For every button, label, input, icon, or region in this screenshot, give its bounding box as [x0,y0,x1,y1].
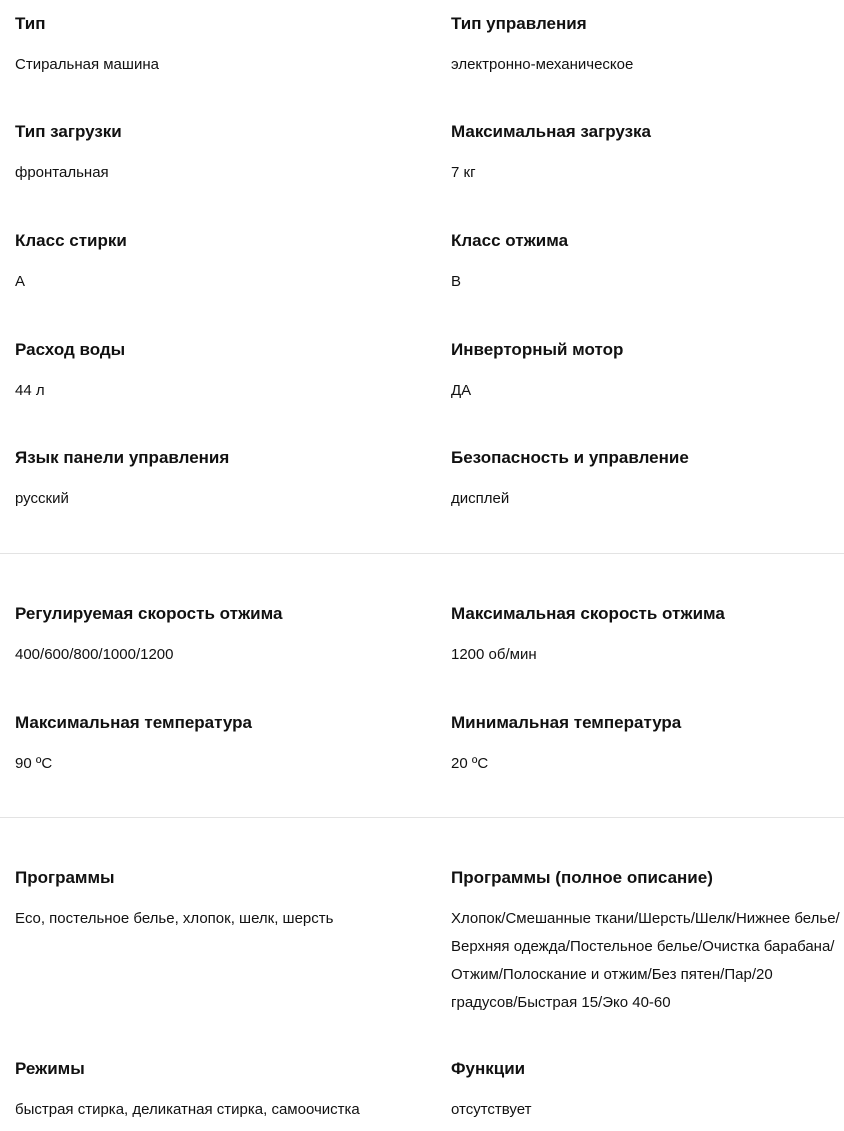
spec-value: 20 ºC [451,755,489,772]
section-divider [0,817,844,818]
spec-value: ДА [451,382,472,399]
spec-value: фронтальная [15,164,109,181]
spec-label: Максимальная загрузка [451,122,651,141]
spec-value: 400/600/800/1000/1200 [15,646,174,663]
spec-label: Класс стирки [15,231,127,250]
spec-value: 1200 об/мин [451,646,537,663]
spec-label: Функции [451,1059,526,1078]
spec-label: Тип загрузки [15,122,122,141]
spec-value: Хлопок/Смешанные ткани/Шерсть/Шелк/Нижнее белье/Верхняя одежда/Постельное белье/Очистка барабана/Отжим/Полоскание и отжим/Без пятен/Пар/20 градусов/Быстрая 15/Эко 40-60 [451,910,840,1011]
spec-value: дисплей [451,490,510,507]
spec-label: Регулируемая скорость отжима [15,604,283,623]
spec-label: Максимальная температура [15,713,252,732]
spec-label: Программы [15,868,115,887]
spec-value: Eco, постельное белье, хлопок, шелк, шерсть [15,910,334,927]
spec-label: Класс отжима [451,231,569,250]
spec-label: Безопасность и управление [451,448,689,467]
spec-label: Максимальная скорость отжима [451,604,725,623]
spec-value: 44 л [15,382,45,399]
spec-value: 90 ºC [15,755,53,772]
spec-value: 7 кг [451,164,476,181]
spec-label: Расход воды [15,340,126,359]
spec-label: Режимы [15,1059,85,1078]
spec-label: Язык панели управления [15,448,230,467]
spec-value: B [451,273,462,290]
spec-label: Инверторный мотор [451,340,624,359]
section-divider [0,553,844,554]
spec-value: отсутствует [451,1101,532,1118]
spec-label: Тип [15,14,46,33]
spec-value: Стиральная машина [15,56,159,73]
spec-label: Тип управления [451,14,587,33]
spec-label: Минимальная температура [451,713,682,732]
spec-label: Программы (полное описание) [451,868,713,887]
spec-value: русский [15,490,69,507]
spec-value: быстрая стирка, деликатная стирка, самоочистка [15,1101,360,1118]
spec-value: A [15,273,26,290]
spec-value: электронно-механическое [451,56,634,73]
